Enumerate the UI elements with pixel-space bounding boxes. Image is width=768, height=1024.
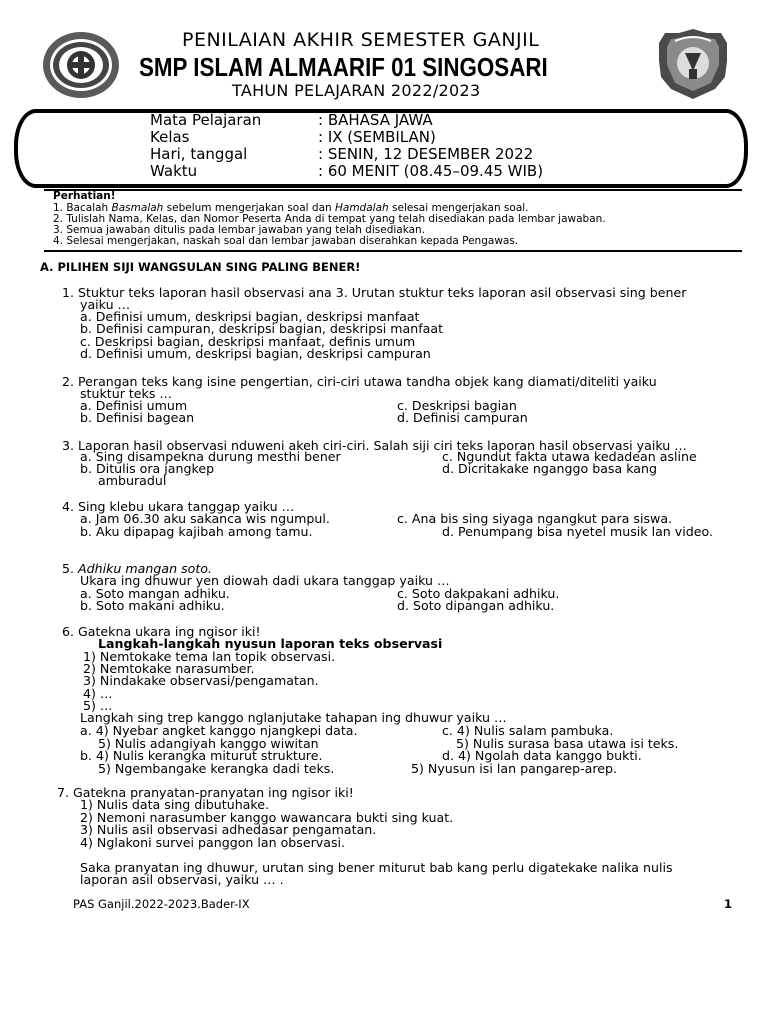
q2-option-c: c. Deskripsi bagian [397, 398, 517, 413]
q6-step-3: 3) Nindakake observasi/pengamatan. [83, 673, 319, 688]
q2-line2: stuktur teks … [80, 386, 173, 401]
q2-line1: 2. Perangan teks kang isine pengertian, ciri-ciri utawa tandha objek kang diamati/diteliti yaiku [62, 374, 657, 389]
q5-option-b: b. Soto makani adhiku. [80, 598, 225, 613]
page-number: 1 [724, 897, 733, 911]
q7-line1: 7. Gatekna pranyatan-pranyatan ing ngisor iki! [57, 785, 354, 800]
q3-line1: 3. Laporan hasil observasi nduweni akeh ciri-ciri. Salah siji ciri teks laporan hasil observasi yaiku … [62, 438, 687, 453]
time-label: Waktu [150, 162, 198, 180]
q4-option-c: c. Ana bis sing siyaga ngangkut para siswa. [397, 511, 673, 526]
q1-option-d: d. Definisi umum, deskripsi bagian, deskripsi campuran [80, 346, 431, 361]
q7-item-3: 3) Nulis asil observasi adhedasar pengamatan. [80, 822, 377, 837]
q5-option-c: c. Soto dakpakani adhiku. [397, 586, 560, 601]
q6-prompt: Langkah sing trep kanggo nglanjutake tahapan ing dhuwur yaiku … [80, 710, 507, 725]
q7-item-2: 2) Nemoni narasumber kanggo wawancara bukti sing kuat. [80, 810, 454, 825]
q7-paragraph-line2: laporan asil observasi, yaiku … . [80, 872, 284, 887]
q4-line1: 4. Sing klebu ukara tanggap yaiku … [62, 499, 295, 514]
academic-year: TAHUN PELAJARAN 2022/2023 [232, 81, 481, 100]
q4-option-d: d. Penumpang bisa nyetel musik lan video. [442, 524, 713, 539]
q1-line1: 1. Stuktur teks laporan hasil observasi ana 3. Urutan stuktur teks laporan asil observasi sing bener [62, 285, 687, 300]
notice-title: Perhatian! [53, 190, 116, 202]
q5-line1: 5. Adhiku mangan soto. [62, 561, 212, 576]
date-value: : SENIN, 12 DESEMBER 2022 [318, 145, 534, 163]
subject-value: : BAHASA JAWA [318, 111, 433, 129]
q6-line1: 6. Gatekna ukara ing ngisor iki! [62, 624, 261, 639]
notice-item-4: 4. Selesai mengerjakan, naskah soal dan lembar jawaban diserahkan kepada Pengawas. [53, 235, 519, 247]
q2-option-a: a. Definisi umum [80, 398, 188, 413]
q2-option-d: d. Definisi campuran [397, 410, 528, 425]
q3-option-a: a. Sing disampekna durung mesthi bener [80, 449, 341, 464]
class-label: Kelas [150, 128, 190, 146]
q1-line2: yaiku … [80, 297, 131, 312]
q6-option-b-cont: 5) Ngembangake kerangka dadi teks. [98, 761, 335, 776]
q6-option-a-cont: 5) Nulis adangiyah kanggo wiwitan [98, 736, 319, 751]
q6-step-5: 5) … [83, 698, 113, 713]
q3-option-b: b. Ditulis ora jangkep [80, 461, 215, 476]
school-name: SMP ISLAM ALMAARIF 01 SINGOSARI [139, 52, 548, 82]
q6-step-2: 2) Nemtokake narasumber. [83, 661, 255, 676]
q6-option-c: c. 4) Nulis salam pambuka. [442, 723, 614, 738]
q5-option-d: d. Soto dipangan adhiku. [397, 598, 555, 613]
q7-item-4: 4) Nglakoni survei panggon lan observasi. [80, 835, 346, 850]
q6-step-4: 4) … [83, 686, 113, 701]
notice-item-2: 2. Tulislah Nama, Kelas, dan Nomor Peserta Anda di tempat yang telah disediakan pada lembar jawaban. [53, 213, 606, 225]
section-a-heading: A. PILIHEN SIJI WANGSULAN SING PALING BENER! [40, 260, 361, 274]
q7-paragraph-line1: Saka pranyatan ing dhuwur, urutan sing bener miturut bab kang perlu digatekake nalika nulis [80, 860, 673, 875]
date-label: Hari, tanggal [150, 145, 248, 163]
tut-wuri-handayani-logo [655, 27, 731, 101]
q6-step-1: 1) Nemtokake tema lan topik observasi. [83, 649, 336, 664]
school-logo [42, 31, 120, 99]
divider-bottom [44, 250, 742, 252]
q6-option-b: b. 4) Nulis kerangka miturut strukture. [80, 748, 323, 763]
q3-option-b-cont: amburadul [98, 473, 167, 488]
q3-option-d: d. Dicritakake nganggo basa kang [442, 461, 657, 476]
time-value: : 60 MENIT (08.45–09.45 WIB) [318, 162, 544, 180]
q4-option-a: a. Jam 06.30 aku sakanca wis ngumpul. [80, 511, 330, 526]
q1-option-c: c. Deskripsi bagian, deskripsi manfaat, definis umum [80, 334, 416, 349]
q5-line2: Ukara ing dhuwur yen diowah dadi ukara tanggap yaiku … [80, 573, 450, 588]
q6-option-c-cont: 5) Nulis surasa basa utawa isi teks. [456, 736, 679, 751]
q3-option-c: c. Ngundut fakta utawa kedadean asline [442, 449, 697, 464]
q4-option-b: b. Aku dipapag kajibah among tamu. [80, 524, 313, 539]
q5-option-a: a. Soto mangan adhiku. [80, 586, 230, 601]
q6-option-d: d. 4) Ngolah data kanggo bukti. [442, 748, 642, 763]
q1-option-b: b. Definisi campuran, deskripsi bagian, deskripsi manfaat [80, 321, 444, 336]
exam-title: PENILAIAN AKHIR SEMESTER GANJIL [182, 29, 540, 51]
subject-label: Mata Pelajaran [150, 111, 262, 129]
class-value: : IX (SEMBILAN) [318, 128, 436, 146]
q6-list-title: Langkah-langkah nyusun laporan teks observasi [98, 636, 443, 651]
divider-top [44, 189, 742, 191]
q6-option-a: a. 4) Nyebar angket kanggo njangkepi data. [80, 723, 358, 738]
notice-item-1: 1. Bacalah Basmalah sebelum mengerjakan soal dan Hamdalah selesai mengerjakan soal. [53, 202, 529, 214]
notice-item-3: 3. Semua jawaban ditulis pada lembar jawaban yang telah disediakan. [53, 224, 426, 236]
footer-code: PAS Ganjil.2022-2023.Bader-IX [73, 897, 250, 911]
q1-option-a: a. Definisi umum, deskripsi bagian, deskripsi manfaat [80, 309, 420, 324]
q6-option-d-cont: 5) Nyusun isi lan pangarep-arep. [411, 761, 618, 776]
q2-option-b: b. Definisi bagean [80, 410, 195, 425]
q7-item-1: 1) Nulis data sing dibutuhake. [80, 797, 269, 812]
